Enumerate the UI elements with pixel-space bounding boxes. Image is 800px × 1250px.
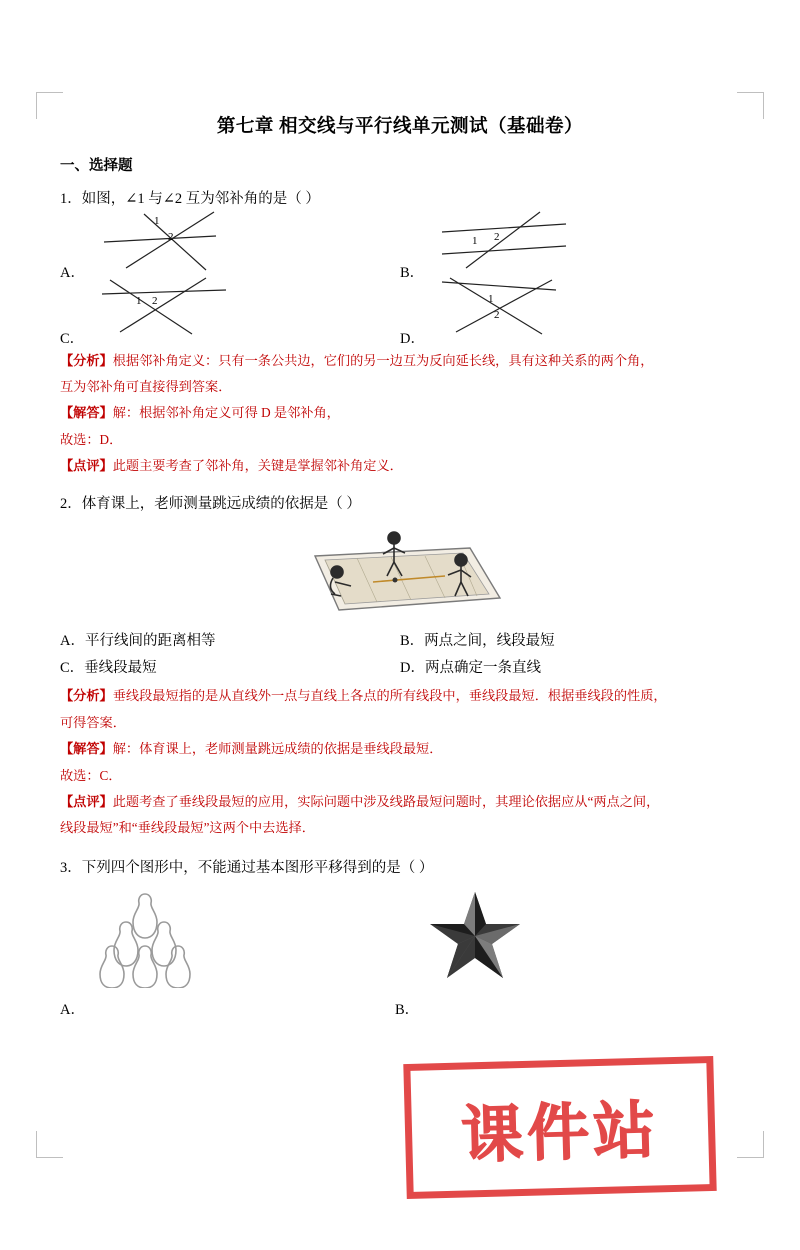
question-1-text: 1．如图，∠1 与∠2 互为邻补角的是（ ）	[60, 191, 320, 207]
question-3-figures	[60, 888, 740, 998]
figure-a	[96, 210, 246, 276]
explanation-line	[60, 427, 740, 453]
choice-label-b: B．	[395, 1002, 420, 1019]
choice-label-a: A．	[60, 1002, 85, 1019]
explanation-body: 可得答案．	[60, 714, 126, 730]
question-1-choice-b[interactable]	[400, 218, 700, 280]
explanation-line	[60, 400, 740, 426]
question-1-choice-d[interactable]	[400, 284, 700, 346]
svg-text:1: 1	[154, 214, 160, 227]
question-2-options-row-1	[60, 629, 740, 650]
question-3-text: 3．下列四个图形中，不能通过基本图形平移得到的是（ ）	[60, 859, 434, 876]
question-3-choice-labels	[60, 998, 740, 1022]
choice-label-d: D．	[400, 330, 425, 347]
explanation-line	[60, 348, 740, 374]
question-2-text: 2．体育课上，老师测量跳远成绩的依据是（ ）	[60, 495, 361, 512]
crop-mark-top-left	[36, 92, 63, 119]
explanation-tag: 【点评】	[60, 458, 113, 474]
svg-text:2: 2	[494, 230, 500, 243]
bowling-pins-figure	[90, 888, 200, 993]
svg-text:2: 2	[168, 230, 174, 243]
explanation-tag: 【点评】	[60, 793, 113, 809]
question-2-explanation	[60, 683, 740, 841]
figure-d	[436, 276, 586, 342]
explanation-body: 此题考查了垂线段最短的应用，实际问题中涉及线路最短问题时，其理论依据应从“两点之间，	[112, 793, 660, 809]
explanation-line	[60, 683, 740, 709]
explanation-line	[60, 710, 740, 736]
choice-label-c: C．	[60, 330, 85, 347]
explanation-tag: 【分析】	[60, 352, 113, 368]
page-title: 第七章 相交线与平行线单元测试（基础卷）	[216, 117, 584, 137]
crop-mark-bottom-left	[36, 1131, 63, 1158]
explanation-line	[60, 763, 740, 789]
crop-mark-top-right	[737, 92, 764, 119]
option-d[interactable]: D．两点确定一条直线	[400, 660, 541, 677]
figure-b	[436, 210, 586, 276]
explanation-tag: 【解答】	[60, 405, 113, 421]
document-content	[60, 112, 740, 1022]
long-jump-illustration	[295, 526, 505, 621]
star-figure	[425, 888, 525, 993]
section-heading: 一、选择题	[60, 158, 133, 174]
svg-text:2: 2	[494, 308, 500, 321]
question-2-options-row-2	[60, 656, 740, 677]
question-1-explanation	[60, 348, 740, 480]
choice-label-a: A．	[60, 264, 85, 281]
watermark-text: 课件站	[460, 1096, 661, 1171]
explanation-body: 线段最短”和“垂线段最短”这两个中去选择．	[60, 820, 315, 836]
option-c[interactable]: C．垂线段最短	[60, 660, 157, 677]
watermark-stamp	[403, 1056, 716, 1199]
explanation-line	[60, 789, 740, 815]
question-1-choice-c[interactable]	[60, 284, 360, 346]
question-1-figures	[60, 214, 740, 348]
svg-text:1: 1	[488, 292, 494, 305]
explanation-body: 互为邻补角可直接得到答案．	[60, 379, 232, 395]
explanation-line	[60, 374, 740, 400]
explanation-body: 此题主要考查了邻补角，关键是掌握邻补角定义．	[112, 458, 403, 474]
explanation-line	[60, 815, 740, 841]
explanation-body: 故选：C．	[60, 767, 122, 783]
explanation-body: 解：体育课上，老师测量跳远成绩的依据是垂线段最短．	[112, 741, 443, 757]
crop-mark-bottom-right	[737, 1131, 764, 1158]
svg-text:1: 1	[472, 234, 478, 247]
explanation-line	[60, 736, 740, 762]
explanation-body: 垂线段最短指的是从直线外一点与直线上各点的所有线段中，垂线段最短．根据垂线段的性质，	[112, 688, 667, 704]
explanation-body: 根据邻补角定义：只有一条公共边，它们的另一边互为反向延长线，具有这种关系的两个角，	[112, 352, 654, 368]
question-1-choice-a[interactable]	[60, 214, 360, 281]
figure-c	[96, 276, 246, 342]
option-a[interactable]: A．平行线间的距离相等	[60, 633, 216, 650]
explanation-tag: 【分析】	[60, 688, 113, 704]
explanation-body: 解：根据邻补角定义可得 D 是邻补角，	[112, 405, 340, 421]
option-b[interactable]: B．两点之间，线段最短	[400, 633, 555, 650]
explanation-tag: 【解答】	[60, 741, 113, 757]
svg-text:1: 1	[136, 294, 142, 307]
explanation-body: 故选：D．	[60, 431, 123, 447]
explanation-line	[60, 453, 740, 479]
svg-text:2: 2	[152, 294, 158, 307]
choice-label-b: B．	[400, 264, 425, 281]
